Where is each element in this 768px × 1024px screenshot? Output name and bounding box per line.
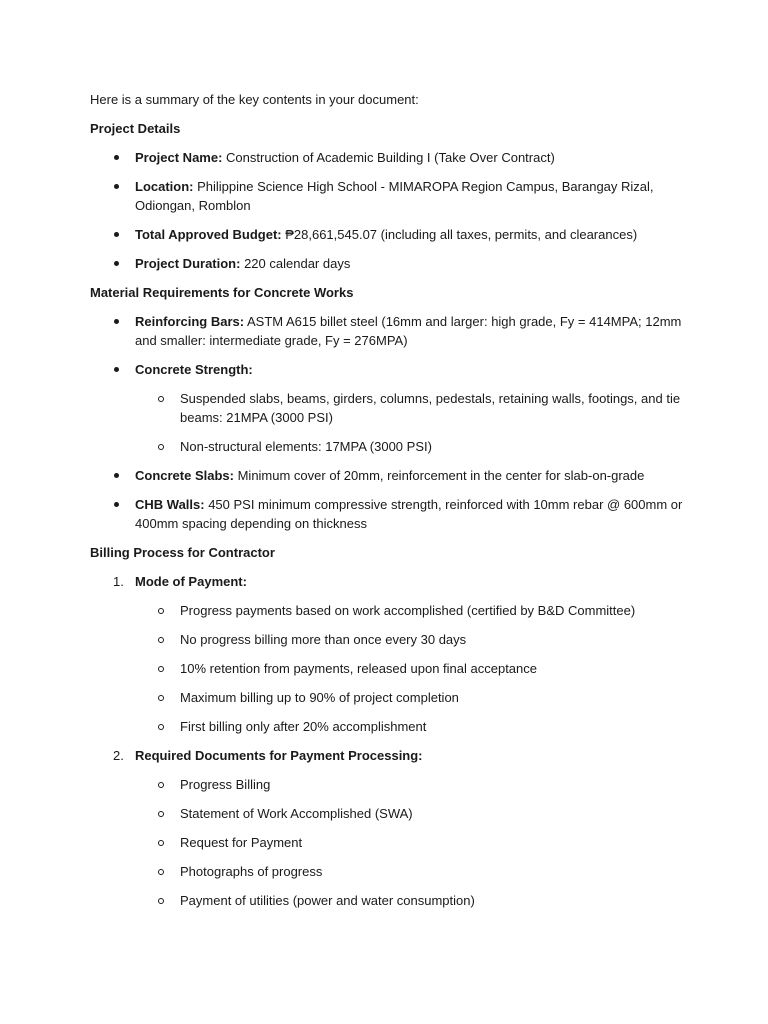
document-page bbox=[90, 90, 690, 920]
item-label: Total Approved Budget: bbox=[135, 227, 282, 242]
subitem-text: Maximum billing up to 90% of project completion bbox=[180, 690, 459, 705]
bullet-icon bbox=[114, 473, 119, 478]
item-label: Project Name: bbox=[135, 150, 223, 165]
list-number: 1. bbox=[113, 574, 124, 589]
circle-bullet-icon bbox=[158, 637, 164, 643]
subitem-text: No progress billing more than once every 30 days bbox=[180, 632, 467, 647]
subitem-text: Non-structural elements: 17MPA (3000 PSI) bbox=[180, 439, 432, 454]
billing-list bbox=[90, 572, 690, 910]
project-details-heading: Project Details bbox=[90, 121, 181, 136]
item-text: Minimum cover of 20mm, reinforcement in the center for slab-on-grade bbox=[233, 468, 645, 483]
item-text: Philippine Science High School - MIMAROPA Region Campus, Barangay Rizal, Odiongan, Romblon bbox=[135, 179, 654, 213]
circle-bullet-icon bbox=[158, 811, 164, 817]
circle-bullet-icon bbox=[158, 782, 164, 788]
circle-bullet-icon bbox=[158, 396, 164, 402]
sublist-item bbox=[135, 389, 690, 427]
required-documents-sublist bbox=[135, 775, 690, 910]
item-label: Reinforcing Bars: bbox=[135, 314, 245, 329]
list-item bbox=[90, 746, 690, 910]
bullet-icon bbox=[114, 367, 119, 372]
sublist-item bbox=[135, 688, 690, 707]
intro-text: Here is a summary of the key contents in your document: bbox=[90, 92, 419, 107]
circle-bullet-icon bbox=[158, 444, 164, 450]
bullet-icon bbox=[114, 184, 119, 189]
bullet-icon bbox=[114, 155, 119, 160]
sublist-item bbox=[135, 437, 690, 456]
item-text: 450 PSI minimum compressive strength, reinforced with 10mm rebar @ 600mm or 400mm spacing depending on thickness bbox=[135, 497, 683, 531]
bullet-icon bbox=[114, 261, 119, 266]
item-text: ₱28,661,545.07 (including all taxes, permits, and clearances) bbox=[281, 227, 638, 242]
list-item bbox=[90, 177, 690, 215]
sublist-item bbox=[135, 630, 690, 649]
list-item bbox=[90, 466, 690, 485]
circle-bullet-icon bbox=[158, 666, 164, 672]
list-item bbox=[90, 148, 690, 167]
list-item bbox=[90, 225, 690, 244]
subitem-text: Progress Billing bbox=[180, 777, 271, 792]
sublist-item bbox=[135, 862, 690, 881]
bullet-icon bbox=[114, 232, 119, 237]
list-number: 2. bbox=[113, 748, 124, 763]
bullet-icon bbox=[114, 319, 119, 324]
sublist-item bbox=[135, 833, 690, 852]
concrete-strength-sublist bbox=[135, 389, 690, 456]
circle-bullet-icon bbox=[158, 724, 164, 730]
subitem-text: Suspended slabs, beams, girders, columns, pedestals, retaining walls, footings, and tie beams: 21MPA (3000 PSI) bbox=[180, 391, 681, 425]
subitem-text: Payment of utilities (power and water consumption) bbox=[180, 893, 475, 908]
item-label: Required Documents for Payment Processing: bbox=[135, 748, 423, 763]
materials-heading: Material Requirements for Concrete Works bbox=[90, 285, 354, 300]
item-text: ASTM A615 billet steel (16mm and larger: high grade, Fy = 414MPA; 12mm and smaller: intermediate grade, Fy = 276MPA) bbox=[135, 314, 682, 348]
list-item bbox=[90, 572, 690, 736]
subitem-text: Statement of Work Accomplished (SWA) bbox=[180, 806, 413, 821]
item-text: Construction of Academic Building I (Take Over Contract) bbox=[222, 150, 555, 165]
mode-of-payment-sublist bbox=[135, 601, 690, 736]
sublist-item bbox=[135, 659, 690, 678]
materials-list bbox=[90, 312, 690, 533]
circle-bullet-icon bbox=[158, 869, 164, 875]
subitem-text: Request for Payment bbox=[180, 835, 303, 850]
item-text: 220 calendar days bbox=[240, 256, 351, 271]
sublist-item bbox=[135, 601, 690, 620]
circle-bullet-icon bbox=[158, 608, 164, 614]
circle-bullet-icon bbox=[158, 695, 164, 701]
item-label: Location: bbox=[135, 179, 194, 194]
item-label: Concrete Strength: bbox=[135, 362, 253, 377]
item-label: CHB Walls: bbox=[135, 497, 205, 512]
project-details-list bbox=[90, 148, 690, 273]
sublist-item bbox=[135, 775, 690, 794]
subitem-text: 10% retention from payments, released upon final acceptance bbox=[180, 661, 537, 676]
subitem-text: Photographs of progress bbox=[180, 864, 323, 879]
subitem-text: First billing only after 20% accomplishment bbox=[180, 719, 427, 734]
item-label: Project Duration: bbox=[135, 256, 241, 271]
circle-bullet-icon bbox=[158, 898, 164, 904]
list-item bbox=[90, 360, 690, 456]
list-item bbox=[90, 254, 690, 273]
sublist-item bbox=[135, 804, 690, 823]
circle-bullet-icon bbox=[158, 840, 164, 846]
sublist-item bbox=[135, 717, 690, 736]
sublist-item bbox=[135, 891, 690, 910]
item-label: Mode of Payment: bbox=[135, 574, 247, 589]
item-label: Concrete Slabs: bbox=[135, 468, 234, 483]
list-item bbox=[90, 312, 690, 350]
bullet-icon bbox=[114, 502, 119, 507]
billing-heading: Billing Process for Contractor bbox=[90, 545, 275, 560]
list-item bbox=[90, 495, 690, 533]
subitem-text: Progress payments based on work accomplished (certified by B&D Committee) bbox=[180, 603, 636, 618]
